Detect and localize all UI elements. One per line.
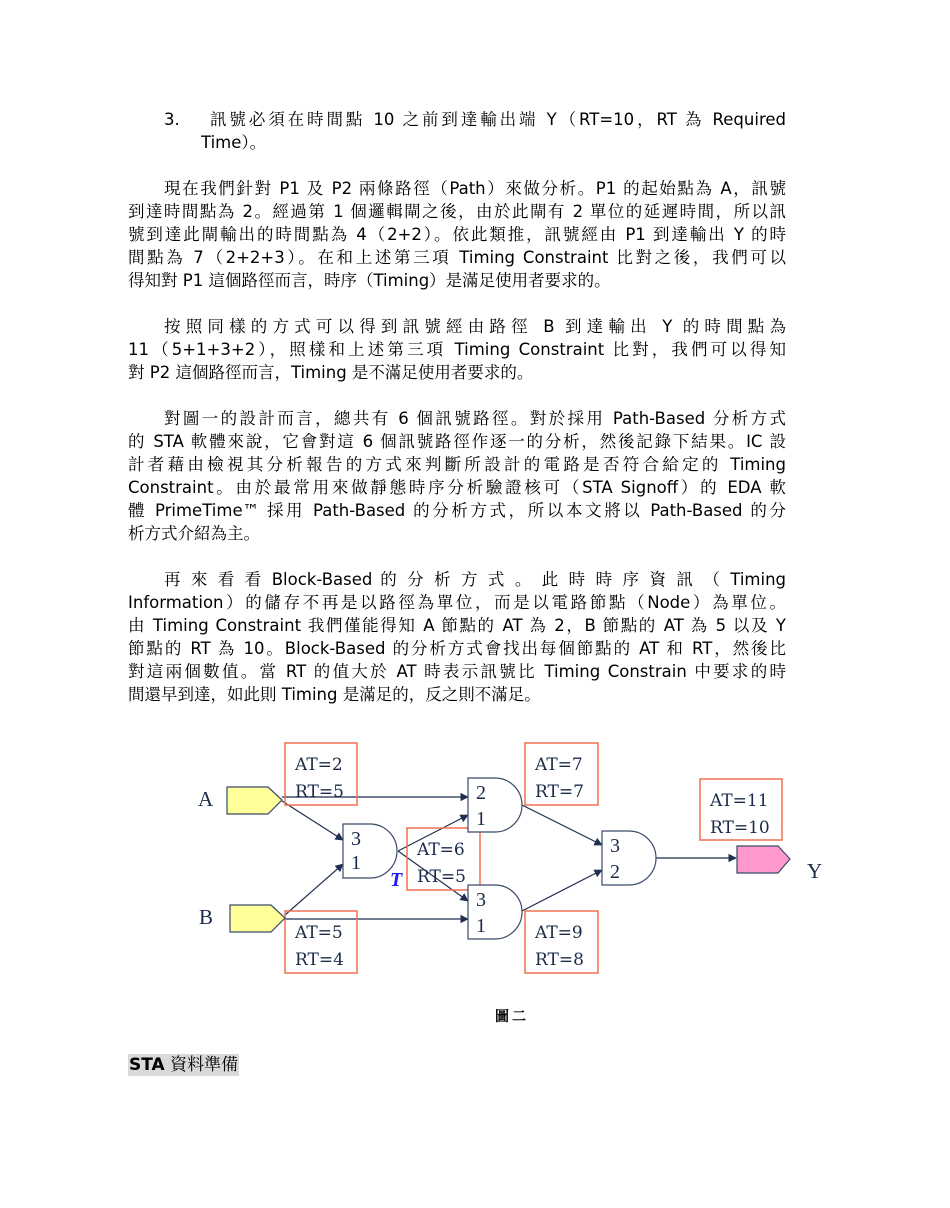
timing-box-y <box>700 779 782 840</box>
path-marker: T <box>390 869 403 891</box>
text-line: 析方式介紹為主。 <box>128 524 260 543</box>
gate-delay-bottom: 1 <box>351 852 361 874</box>
wire-g2-to-g4 <box>522 805 602 845</box>
gate-delay-top: 2 <box>476 782 486 804</box>
text-line: 號到達此閘輸出的時間點為 4（2+2）。依此類推，訊號經由 P1 到達輸出 Y 的時 <box>128 225 786 244</box>
text-line: Constraint。由於最常用來做靜態時序分析驗證核可（STA Signoff）的 EDA 軟 <box>128 478 786 497</box>
text-line: Information）的儲存不再是以路徑為單位，而是以電路節點（Node）為單位。 <box>128 593 786 612</box>
gate-delay-bottom: 1 <box>476 808 486 830</box>
at-label: AT=5 <box>295 923 343 943</box>
at-label: AT=7 <box>535 755 583 775</box>
text-line: 間還早到達，如此則 Timing 是滿足的，反之則不滿足。 <box>128 685 541 704</box>
output-port-y <box>737 846 822 883</box>
at-label: AT=9 <box>535 923 583 943</box>
text-line: 對這兩個數值。當 RT 的值大於 AT 時表示訊號比 Timing Constrain 中要求的時 <box>128 662 786 681</box>
gate-delay-bottom: 2 <box>610 861 620 883</box>
text-line: 對圖一的設計而言，總共有 6 個訊號路徑。對於採用 Path-Based 分析方式 <box>164 409 786 428</box>
input-port-a <box>198 787 282 814</box>
gate-delay-bottom: 1 <box>476 915 486 937</box>
heading-bold: STA <box>129 1055 165 1075</box>
paragraph <box>128 568 786 706</box>
text-line: 體 PrimeTime™ 採用 Path-Based 的分析方式，所以本文將以 Path-Based 的分 <box>128 501 786 520</box>
list-item-3 <box>128 108 786 154</box>
text-line: 再 來 看 看 Block-Based 的 分 析 方 式 。 此 時 時 序 資 訊 （ Timing <box>164 570 786 589</box>
wire-b-to-g1 <box>285 864 343 915</box>
text-line: 間點為 7（2+2+3）。在和上述第三項 Timing Constraint 比對之後，我們可以 <box>128 248 786 267</box>
at-label: AT=2 <box>295 755 343 775</box>
timing-box-a <box>285 743 357 805</box>
text-line: 計者藉由檢視其分析報告的方式來判斷所設計的電路是否符合給定的 Timing <box>128 455 786 474</box>
timing-box-g3 <box>525 911 598 973</box>
text-line: 對 P2 這個路徑而言，Timing 是不滿足使用者要求的。 <box>128 363 534 382</box>
gate-delay-top: 3 <box>610 835 620 857</box>
wire-a-to-g1 <box>282 801 343 840</box>
gate-g2 <box>468 778 522 832</box>
text-line: 現在我們針對 P1 及 P2 兩條路徑（Path）來做分析。P1 的起始點為 A，訊號 <box>164 179 786 198</box>
timing-circuit-diagram <box>190 735 840 985</box>
gate-delay-top: 3 <box>476 889 486 911</box>
list-number: 3. <box>164 110 180 129</box>
text-line: 按照同樣的方式可以得到訊號經由路徑 B 到達輸出 Y 的時間點為 <box>164 317 786 336</box>
at-label: AT=11 <box>710 791 769 811</box>
timing-box-b <box>285 911 357 973</box>
timing-box-g1 <box>407 828 480 890</box>
at-label: AT=6 <box>417 840 465 860</box>
rt-label: RT=5 <box>417 867 466 887</box>
rt-label: RT=10 <box>710 818 770 838</box>
rt-label: RT=5 <box>295 782 344 802</box>
document-body <box>128 108 786 706</box>
gate-g4 <box>602 831 656 885</box>
rt-label: RT=7 <box>535 782 584 802</box>
wire-g3-to-g4 <box>522 870 602 911</box>
paragraph <box>128 315 786 384</box>
input-label-a: A <box>198 787 214 811</box>
text-line: 節點的 RT 為 10。Block-Based 的分析方式會找出每個節點的 AT 和 RT，然後比 <box>128 639 786 658</box>
text-line: 由 Timing Constraint 我們僅能得知 A 節點的 AT 為 2，B 節點的 AT 為 5 以及 Y <box>128 616 786 635</box>
gate-g3 <box>468 885 522 939</box>
figure-caption: 圖二 <box>495 1009 529 1025</box>
rt-label: RT=4 <box>295 950 344 970</box>
text-line: 到達時間點為 2。經過第 1 個邏輯閘之後，由於此閘有 2 單位的延遲時間，所以訊 <box>128 202 786 221</box>
gate-delay-top: 3 <box>351 828 361 850</box>
output-label-y: Y <box>807 859 823 883</box>
section-heading <box>128 1054 239 1076</box>
text-line: 得知對 P1 這個路徑而言，時序（Timing）是滿足使用者要求的。 <box>128 271 611 290</box>
input-label-b: B <box>199 905 214 929</box>
paragraph <box>128 407 786 545</box>
text-line: 訊號必須在時間點 10 之前到達輸出端 Y（RT=10，RT 為 Required <box>210 110 786 129</box>
heading-text: 資料準備 <box>164 1055 239 1075</box>
text-line: 11（5+1+3+2），照樣和上述第三項 Timing Constraint 比對，我們可以得知 <box>128 340 786 359</box>
input-port-b <box>199 905 285 932</box>
text-line: Time）。 <box>201 133 267 152</box>
text-line: 的 STA 軟體來說，它會對這 6 個訊號路徑作逐一的分析，然後記錄下結果。IC 設 <box>128 432 786 451</box>
timing-box-g2 <box>525 743 598 805</box>
gate-g1 <box>343 824 397 878</box>
paragraph <box>128 177 786 292</box>
rt-label: RT=8 <box>535 950 584 970</box>
